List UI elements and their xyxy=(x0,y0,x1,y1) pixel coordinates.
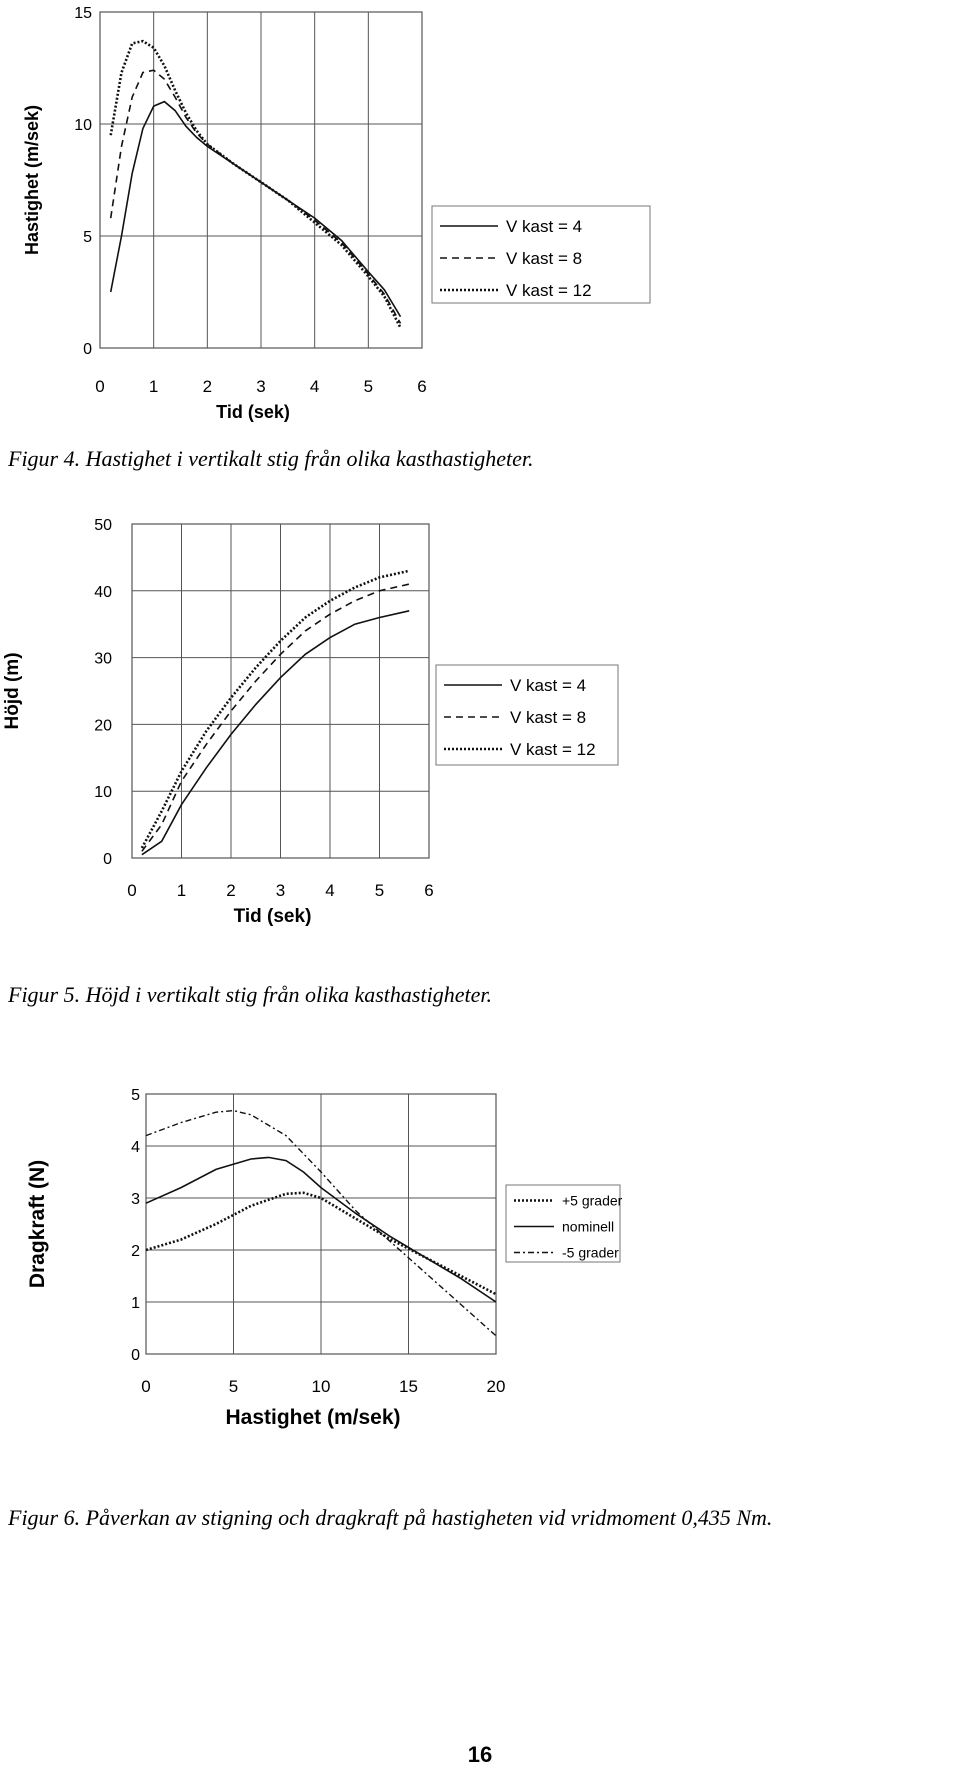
figure-5-caption: Figur 5. Höjd i vertikalt stig från olika kasthastigheter. xyxy=(8,982,492,1007)
y-axis-label: Dragkraft (N) xyxy=(26,1159,49,1289)
y-tick-label: 50 xyxy=(94,517,112,534)
page-number: 16 xyxy=(467,1742,493,1767)
series-line-2 xyxy=(111,70,401,323)
y-tick-label: 5 xyxy=(83,229,92,246)
legend-label: V kast = 4 xyxy=(510,675,587,695)
x-tick-label: 6 xyxy=(417,377,427,396)
x-tick-label: 4 xyxy=(309,377,320,396)
figure-4-caption: Figur 4. Hastighet i vertikalt stig från olika kasthastigheter. xyxy=(8,446,534,471)
legend-label: V kast = 4 xyxy=(506,216,583,236)
x-tick-label: 1 xyxy=(148,377,159,396)
legend xyxy=(436,665,618,765)
y-tick-label: 40 xyxy=(94,583,112,601)
x-tick-label: 10 xyxy=(311,1377,331,1396)
legend-label: V kast = 12 xyxy=(510,739,596,759)
legend xyxy=(506,1185,623,1262)
x-tick-label: 5 xyxy=(374,881,385,900)
x-axis-label: Tid (sek) xyxy=(216,402,290,422)
x-tick-label: 2 xyxy=(202,377,213,396)
x-tick-label: 5 xyxy=(228,1377,239,1396)
series-line-3 xyxy=(111,41,401,328)
x-tick-label: 3 xyxy=(275,881,286,900)
x-tick-label: 4 xyxy=(325,881,335,900)
y-tick-label: 5 xyxy=(131,1087,140,1104)
x-tick-label: 1 xyxy=(176,881,187,900)
legend-label: +5 grader xyxy=(562,1192,623,1209)
y-tick-label: 4 xyxy=(131,1139,140,1156)
x-axis-label: Hastighet (m/sek) xyxy=(225,1406,401,1429)
legend-label: nominell xyxy=(562,1218,615,1235)
y-tick-label: 15 xyxy=(74,5,92,22)
y-tick-label: 2 xyxy=(131,1243,140,1260)
figure-6-caption: Figur 6. Påverkan av stigning och dragkraft på hastigheten vid vridmoment 0,435 Nm. xyxy=(8,1505,773,1530)
x-tick-label: 6 xyxy=(424,881,434,900)
legend-label: V kast = 8 xyxy=(510,707,587,727)
x-tick-label: 0 xyxy=(141,1377,151,1396)
y-tick-label: 30 xyxy=(94,650,112,668)
legend-label: V kast = 8 xyxy=(506,248,583,268)
y-axis-label: Höjd (m) xyxy=(2,652,23,730)
x-tick-label: 0 xyxy=(127,881,137,900)
x-tick-label: 0 xyxy=(95,377,105,396)
legend-label: V kast = 12 xyxy=(506,280,592,300)
chart-5 xyxy=(2,517,618,927)
y-tick-label: 0 xyxy=(83,341,92,358)
y-tick-label: 10 xyxy=(94,784,112,802)
x-axis-label: Tid (sek) xyxy=(233,906,312,927)
legend xyxy=(432,206,650,303)
legend-label: -5 grader xyxy=(562,1244,619,1261)
x-tick-label: 3 xyxy=(256,377,266,396)
x-tick-label: 5 xyxy=(363,377,374,396)
y-axis-label: Hastighet (m/sek) xyxy=(22,104,42,256)
y-tick-label: 20 xyxy=(94,717,112,735)
chart-6 xyxy=(26,1087,623,1429)
series-line-1 xyxy=(111,102,401,317)
chart-4 xyxy=(22,5,650,422)
x-tick-label: 2 xyxy=(226,881,236,900)
x-tick-label: 20 xyxy=(486,1377,506,1396)
y-tick-label: 0 xyxy=(131,1347,140,1364)
y-tick-label: 0 xyxy=(103,851,112,868)
y-tick-label: 1 xyxy=(131,1295,140,1312)
y-tick-label: 10 xyxy=(74,117,92,134)
x-tick-label: 15 xyxy=(399,1377,418,1396)
y-tick-label: 3 xyxy=(131,1191,140,1208)
